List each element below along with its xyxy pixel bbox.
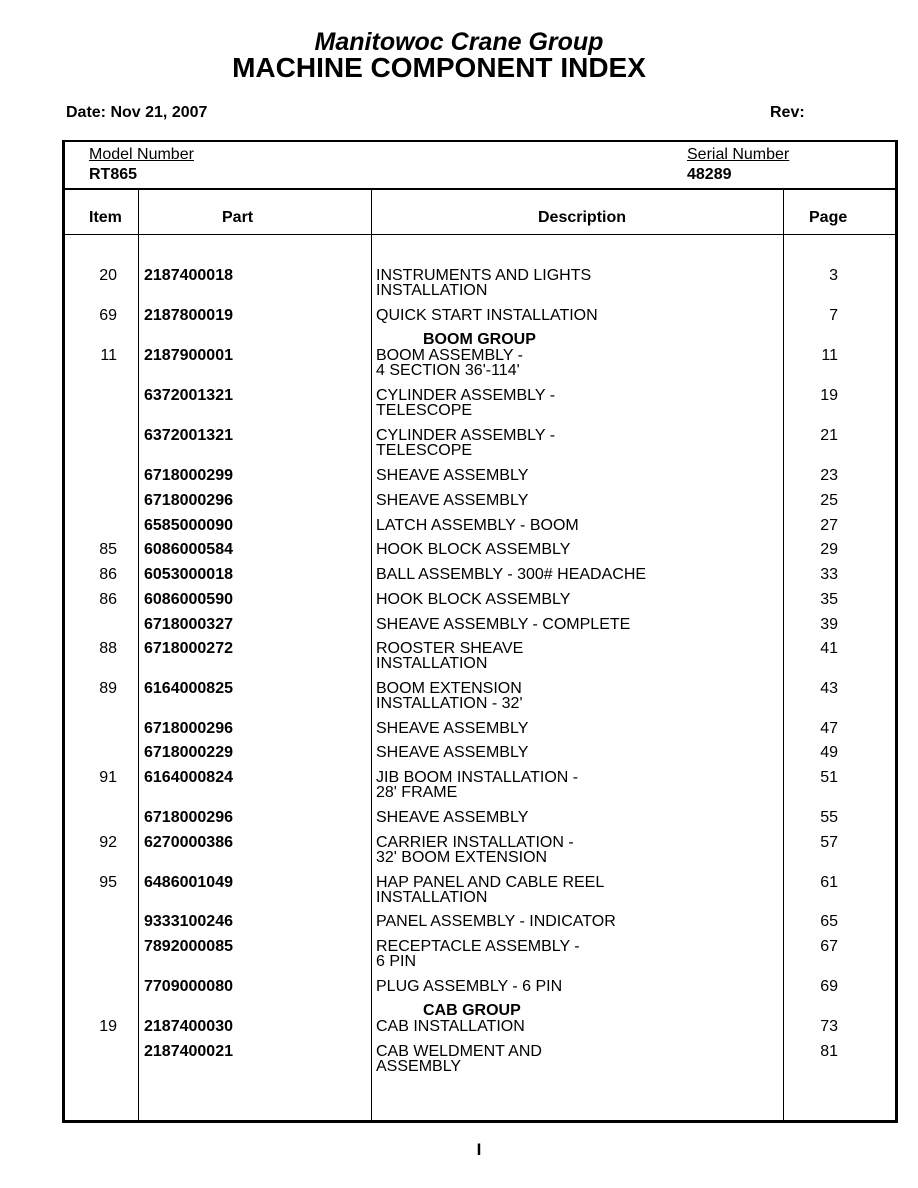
page-reference: 3 (829, 267, 838, 284)
part-description: CARRIER INSTALLATION - 32' BOOM EXTENSION (376, 834, 574, 866)
index-table-frame (62, 140, 898, 1123)
page-reference: 55 (820, 809, 838, 826)
page-reference: 81 (820, 1043, 838, 1060)
part-description: ROOSTER SHEAVE INSTALLATION (376, 640, 524, 672)
page-reference: 41 (820, 640, 838, 657)
column-header-item: Item (89, 209, 122, 226)
document-title: MACHINE COMPONENT INDEX (232, 52, 646, 83)
part-description: CAB WELDMENT AND ASSEMBLY (376, 1043, 542, 1075)
part-number: 6086000584 (144, 541, 233, 558)
item-number: 92 (99, 834, 117, 851)
part-number: 6164000824 (144, 769, 233, 786)
page-number: I (476, 1140, 482, 1159)
item-number: 11 (100, 347, 117, 364)
page-reference: 11 (821, 347, 838, 364)
page-reference: 7 (829, 307, 838, 324)
part-number: 6585000090 (144, 517, 233, 534)
part-description: SHEAVE ASSEMBLY - COMPLETE (376, 616, 631, 633)
page-reference: 35 (820, 591, 838, 608)
part-description: PANEL ASSEMBLY - INDICATOR (376, 913, 616, 930)
part-number: 2187400021 (144, 1043, 233, 1060)
part-description: PLUG ASSEMBLY - 6 PIN (376, 978, 563, 995)
item-number: 95 (99, 874, 117, 891)
part-number: 6053000018 (144, 566, 233, 583)
part-number: 6718000327 (144, 616, 233, 633)
item-number: 89 (99, 680, 117, 697)
model-number-label: Model Number (89, 146, 194, 163)
item-number: 85 (99, 541, 117, 558)
item-number: 86 (99, 591, 117, 608)
column-divider (371, 190, 372, 1120)
page-reference: 69 (820, 978, 838, 995)
part-number: 6718000299 (144, 467, 233, 484)
page-reference: 21 (820, 427, 838, 444)
item-number: 91 (99, 769, 117, 786)
page-reference: 19 (820, 387, 838, 404)
part-description: QUICK START INSTALLATION (376, 307, 598, 324)
part-number: 7709000080 (144, 978, 233, 995)
part-description: BOOM ASSEMBLY - 4 SECTION 36'-114' (376, 347, 524, 379)
part-number: 2187400018 (144, 267, 233, 284)
page-reference: 39 (820, 616, 838, 633)
part-number: 2187900001 (144, 347, 233, 364)
part-description: SHEAVE ASSEMBLY (376, 492, 529, 509)
item-number: 20 (99, 267, 117, 284)
part-number: 6718000296 (144, 720, 233, 737)
page-reference: 27 (820, 517, 838, 534)
part-description: RECEPTACLE ASSEMBLY - 6 PIN (376, 938, 580, 970)
page-reference: 67 (820, 938, 838, 955)
page-reference: 49 (820, 744, 838, 761)
page-reference: 23 (820, 467, 838, 484)
serial-number-label: Serial Number (687, 146, 790, 163)
part-description: LATCH ASSEMBLY - BOOM (376, 517, 579, 534)
part-description: INSTRUMENTS AND LIGHTS INSTALLATION (376, 267, 592, 299)
part-number: 6372001321 (144, 387, 233, 404)
item-number: 19 (99, 1018, 117, 1035)
page-reference: 65 (820, 913, 838, 930)
part-description: CAB INSTALLATION (376, 1018, 525, 1035)
item-number: 69 (99, 307, 117, 324)
page-reference: 25 (820, 492, 838, 509)
part-description: HOOK BLOCK ASSEMBLY (376, 541, 571, 558)
revision-label: Rev: (770, 104, 805, 121)
column-header-divider (65, 234, 895, 235)
company-name: Manitowoc Crane Group (314, 28, 604, 56)
part-number: 6718000296 (144, 492, 233, 509)
part-description: SHEAVE ASSEMBLY (376, 809, 529, 826)
column-header-part: Part (222, 209, 254, 226)
part-number: 6164000825 (144, 680, 233, 697)
page-reference: 47 (820, 720, 838, 737)
part-number: 6718000272 (144, 640, 233, 657)
part-number: 6270000386 (144, 834, 233, 851)
part-description: HOOK BLOCK ASSEMBLY (376, 591, 571, 608)
part-description: CYLINDER ASSEMBLY - TELESCOPE (376, 427, 556, 459)
page-reference: 51 (820, 769, 838, 786)
part-description: CYLINDER ASSEMBLY - TELESCOPE (376, 387, 556, 419)
part-number: 2187400030 (144, 1018, 233, 1035)
page-reference: 29 (820, 541, 838, 558)
page-reference: 43 (820, 680, 838, 697)
part-number: 6486001049 (144, 874, 233, 891)
part-number: 6086000590 (144, 591, 233, 608)
part-description: SHEAVE ASSEMBLY (376, 467, 529, 484)
part-number: 9333100246 (144, 913, 233, 930)
item-number: 88 (99, 640, 117, 657)
page-reference: 33 (820, 566, 838, 583)
column-header-description: Description (538, 209, 627, 226)
column-header-page: Page (809, 209, 848, 226)
part-number: 2187800019 (144, 307, 233, 324)
part-description: HAP PANEL AND CABLE REEL INSTALLATION (376, 874, 605, 906)
part-description: BALL ASSEMBLY - 300# HEADACHE (376, 566, 647, 583)
part-number: 7892000085 (144, 938, 233, 955)
page-reference: 73 (820, 1018, 838, 1035)
part-number: 6372001321 (144, 427, 233, 444)
model-number-value: RT865 (89, 166, 138, 183)
part-number: 6718000296 (144, 809, 233, 826)
page-reference: 57 (820, 834, 838, 851)
part-description: BOOM EXTENSION INSTALLATION - 32' (376, 680, 523, 712)
header-divider (65, 188, 895, 190)
part-description: SHEAVE ASSEMBLY (376, 720, 529, 737)
part-number: 6718000229 (144, 744, 233, 761)
date-label: Date: Nov 21, 2007 (66, 104, 208, 121)
section-group-heading: BOOM GROUP (423, 331, 536, 348)
page-reference: 61 (820, 874, 838, 891)
serial-number-value: 48289 (687, 166, 732, 183)
part-description: JIB BOOM INSTALLATION - 28' FRAME (376, 769, 579, 801)
part-description: SHEAVE ASSEMBLY (376, 744, 529, 761)
item-number: 86 (99, 566, 117, 583)
section-group-heading: CAB GROUP (423, 1002, 521, 1019)
column-divider (138, 190, 139, 1120)
